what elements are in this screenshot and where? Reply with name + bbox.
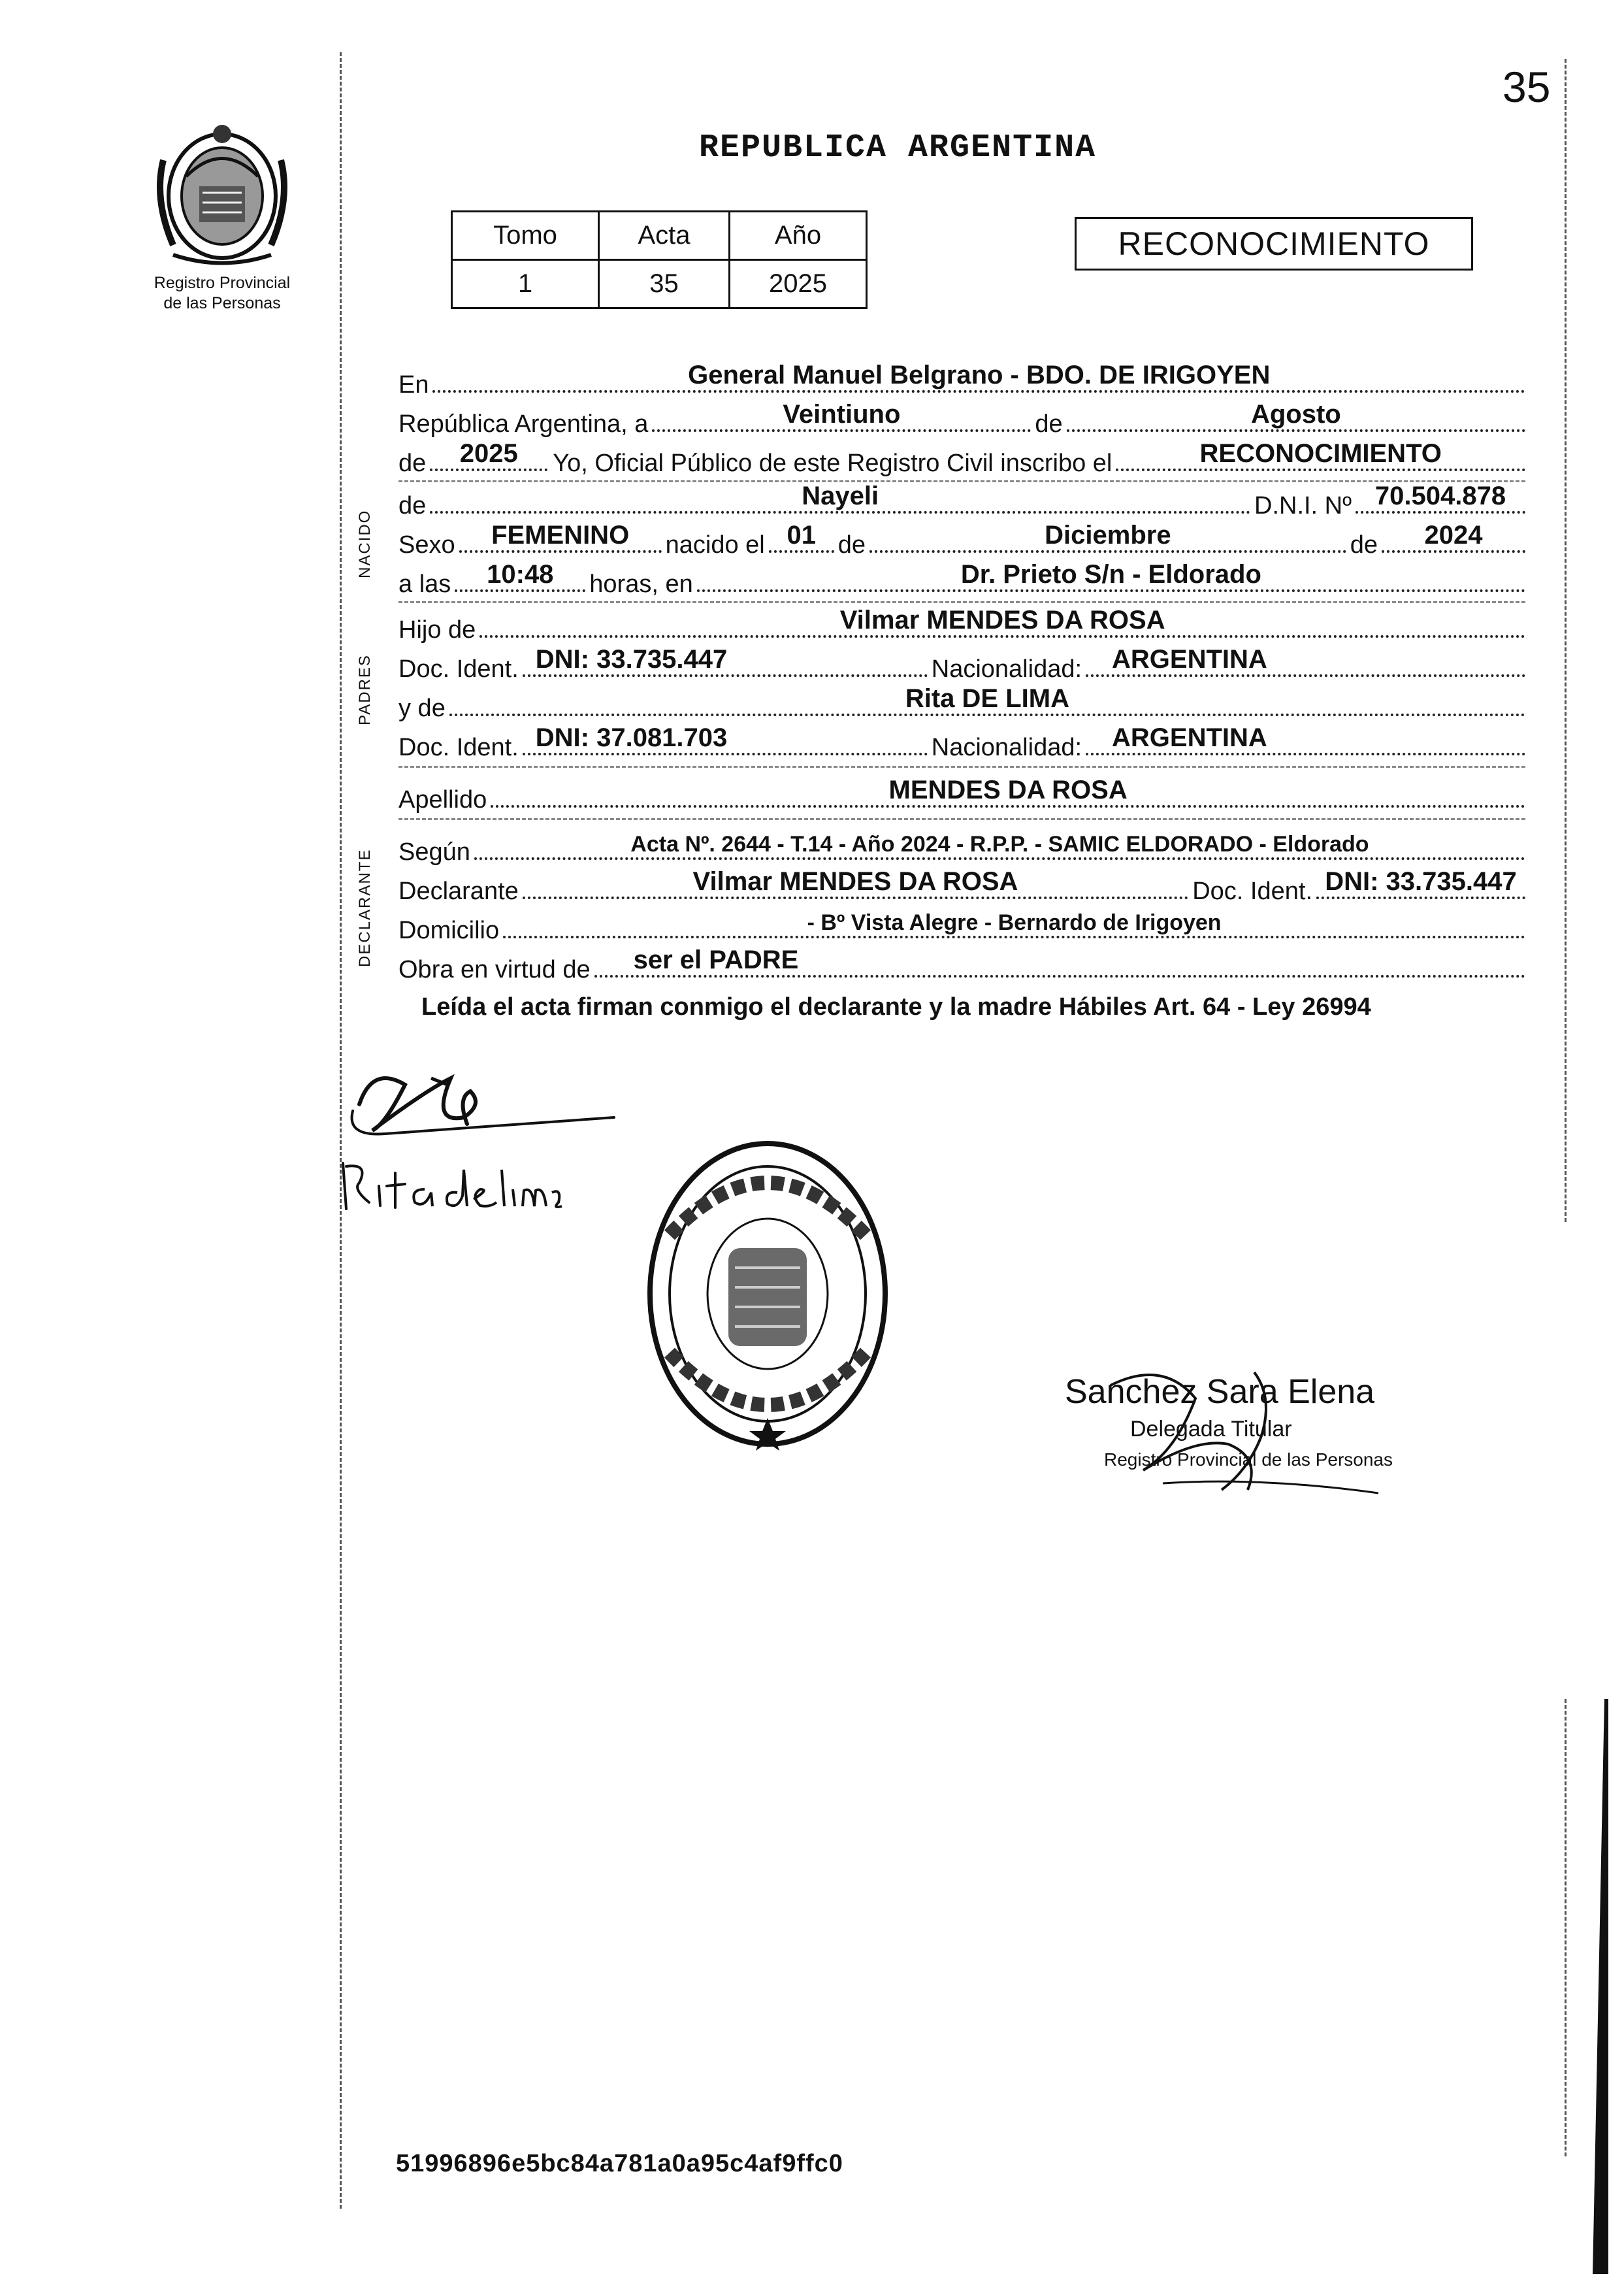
field-localidad	[432, 356, 1525, 393]
officer-organization: Registro Provincial de las Personas	[1104, 1449, 1393, 1470]
row-padre	[398, 608, 1525, 644]
closing-statement: Leída el acta firman conmigo el declarante y la madre Hábiles Art. 64 - Ley 26994	[421, 993, 1371, 1021]
value-domicilio: - Bº Vista Alegre - Bernardo de Irigoyen	[807, 910, 1222, 935]
value-madre-nac: ARGENTINA	[1112, 723, 1267, 752]
row-segun	[398, 830, 1525, 866]
section-label-declarante: DECLARANTE	[356, 848, 374, 967]
label-nacionalidad-padre: Nacionalidad:	[931, 655, 1082, 683]
value-padre: Vilmar MENDES DA ROSA	[839, 606, 1165, 635]
value-dia-nac: 01	[787, 521, 816, 550]
field-declarante-doc	[1316, 863, 1525, 899]
label-sexo: Sexo	[398, 531, 455, 559]
label-horas-en: horas, en	[589, 570, 693, 598]
label-doc-ident-declarante: Doc. Ident.	[1192, 878, 1312, 905]
page-number: 35	[1502, 63, 1551, 111]
value-madre-doc: DNI: 37.081.703	[535, 723, 728, 752]
field-dia	[652, 395, 1031, 432]
field-obra	[594, 941, 1525, 978]
declarant-signature	[333, 1052, 627, 1153]
value-anio-nac: 2024	[1424, 521, 1483, 550]
row-domicilio	[398, 908, 1525, 945]
scan-edge-artifact	[1593, 1699, 1608, 2277]
row-apellido	[398, 778, 1525, 814]
field-mes-nac	[869, 516, 1346, 553]
value-declarante: Vilmar MENDES DA ROSA	[692, 867, 1018, 896]
row-hora-lugar	[398, 562, 1525, 599]
label-de-mes-nac: de	[837, 531, 866, 559]
value-mes-nac: Diciembre	[1045, 521, 1171, 550]
label-de-anio-nac: de	[1350, 531, 1378, 559]
header-acta: Acta	[599, 212, 730, 260]
field-padre	[479, 601, 1525, 638]
page-title: REPUBLICA ARGENTINA	[699, 129, 1097, 167]
label-hijo-de: Hijo de	[398, 616, 476, 644]
label-de-anio: de	[398, 450, 427, 477]
label-de-mes: de	[1035, 410, 1063, 438]
label-en: En	[398, 371, 429, 399]
label-a-las: a las	[398, 570, 451, 598]
field-anio-nac	[1382, 516, 1525, 553]
document-hash: 51996896e5bc84a781a0a95c4af9ffc0	[396, 2150, 843, 2177]
value-anio-acta: 2025	[459, 439, 518, 468]
value-segun: Acta Nº. 2644 - T.14 - Año 2024 - R.P.P. - SAMIC ELDORADO - Eldorado	[630, 832, 1369, 857]
field-padre-nac	[1086, 640, 1525, 677]
label-declarante: Declarante	[398, 878, 519, 905]
logo-caption-line1: Registro Provincial	[154, 274, 291, 292]
field-hora	[455, 555, 585, 592]
field-domicilio	[503, 902, 1525, 938]
value-apellido: MENDES DA ROSA	[888, 776, 1128, 804]
handwritten-signature-ritadelima-icon	[333, 1150, 568, 1222]
document-type-box: RECONOCIMIENTO	[1075, 217, 1473, 271]
row-sexo-nacimiento	[398, 523, 1525, 559]
field-madre	[449, 680, 1525, 716]
right-margin-line-lower	[1565, 1699, 1567, 2156]
mother-signature	[333, 1150, 568, 1225]
field-declarante	[523, 863, 1188, 899]
field-segun	[474, 823, 1525, 860]
registry-seal-icon	[643, 1137, 892, 1451]
registry-table-values	[452, 260, 867, 308]
officer-name: Sanchez Sara Elena	[1065, 1373, 1375, 1411]
value-madre: Rita DE LIMA	[905, 684, 1069, 713]
field-madre-nac	[1086, 719, 1525, 755]
province-logo	[147, 114, 297, 271]
value-sexo: FEMENINO	[491, 521, 630, 550]
row-inscripcion	[398, 441, 1525, 478]
section-label-padres: PADRES	[356, 654, 374, 725]
value-tipo: RECONOCIMIENTO	[1199, 439, 1442, 468]
row-fecha	[398, 402, 1525, 438]
label-doc-ident-madre: Doc. Ident.	[398, 734, 519, 761]
field-madre-doc	[523, 719, 928, 755]
field-padre-doc	[523, 640, 928, 677]
label-domicilio: Domicilio	[398, 917, 500, 944]
label-republica: República Argentina, a	[398, 410, 649, 438]
label-dni: D.N.I. Nº	[1254, 492, 1352, 519]
registry-table	[451, 210, 868, 309]
label-de-nombre: de	[398, 492, 427, 519]
label-doc-ident-padre: Doc. Ident.	[398, 655, 519, 683]
field-dia-nac	[769, 516, 834, 553]
label-y-de: y de	[398, 695, 446, 722]
officer-title: Delegada Titular	[1130, 1417, 1292, 1442]
value-tomo: 1	[452, 260, 599, 308]
section-label-nacido: NACIDO	[356, 509, 374, 578]
label-apellido: Apellido	[398, 786, 487, 814]
row-padre-doc	[398, 647, 1525, 684]
value-lugar: Dr. Prieto S/n - Eldorado	[960, 560, 1261, 589]
value-obra: ser el PADRE	[633, 946, 799, 974]
field-anio	[430, 435, 547, 471]
value-acta: 35	[599, 260, 730, 308]
value-declarante-doc: DNI: 33.735.447	[1325, 867, 1517, 896]
value-padre-doc: DNI: 33.735.447	[535, 645, 728, 674]
value-hora: 10:48	[487, 560, 554, 589]
header-tomo: Tomo	[452, 212, 599, 260]
value-nombre: Nayeli	[802, 482, 879, 510]
field-lugar	[697, 555, 1525, 592]
field-tipo	[1116, 435, 1525, 471]
logo-caption-line2: de las Personas	[163, 294, 281, 312]
value-mes: Agosto	[1250, 400, 1341, 429]
label-oficial: Yo, Oficial Público de este Registro Civil inscribo el	[553, 450, 1112, 477]
label-nacido-el: nacido el	[665, 531, 765, 559]
label-segun: Según	[398, 838, 470, 866]
value-anio: 2025	[730, 260, 867, 308]
row-localidad	[398, 363, 1525, 399]
row-madre	[398, 686, 1525, 723]
field-sexo	[459, 516, 662, 553]
value-dia: Veintiuno	[783, 400, 901, 429]
misiones-coat-of-arms-icon	[147, 114, 297, 271]
field-apellido	[491, 771, 1525, 808]
section-separator	[398, 818, 1525, 820]
field-mes	[1067, 395, 1525, 432]
value-localidad: General Manuel Belgrano - BDO. DE IRIGOYEN	[688, 361, 1271, 389]
label-nacionalidad-madre: Nacionalidad:	[931, 734, 1082, 761]
field-dni	[1356, 477, 1525, 514]
official-seal	[643, 1137, 892, 1454]
row-madre-doc	[398, 725, 1525, 762]
section-separator	[398, 766, 1525, 768]
header-anio: Año	[730, 212, 867, 260]
row-obra	[398, 948, 1525, 984]
label-obra: Obra en virtud de	[398, 956, 591, 983]
handwritten-signature-icon	[333, 1052, 627, 1150]
registry-table-header	[452, 212, 867, 260]
row-declarante	[398, 869, 1525, 906]
value-dni: 70.504.878	[1374, 482, 1506, 510]
row-nombre	[398, 484, 1525, 520]
field-nombre	[430, 477, 1250, 514]
right-margin-line	[1565, 59, 1567, 1222]
value-padre-nac: ARGENTINA	[1112, 645, 1267, 674]
logo-caption	[114, 273, 330, 314]
